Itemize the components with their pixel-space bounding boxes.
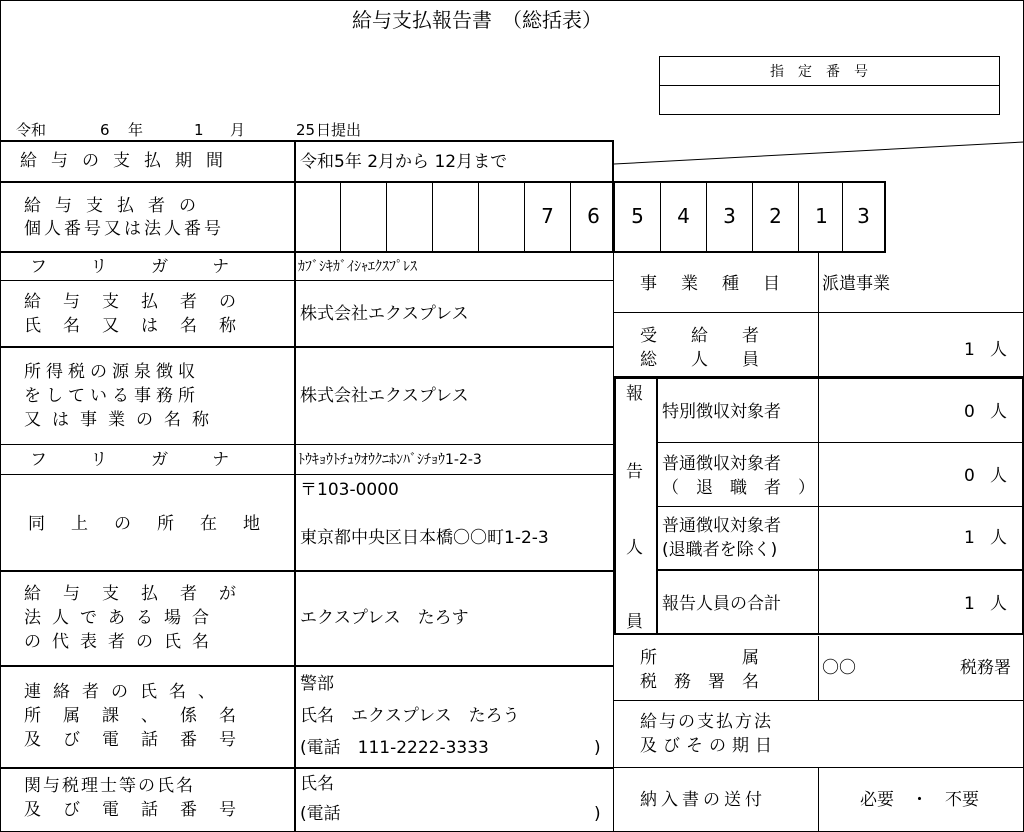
representative-label-2: 法人である場合 <box>24 608 220 628</box>
ordinary-retired-label-2: （ 退 職 者 ） <box>662 478 815 498</box>
address-value[interactable]: 東京都中央区日本橋〇〇町1-2-3 <box>300 528 549 548</box>
tax-office-label-2: 税 務 署 名 <box>640 672 759 692</box>
office-name-value[interactable]: 株式会社エクスプレス <box>300 386 469 406</box>
payer-digit[interactable]: 2 <box>752 181 798 251</box>
form-title: 給与支払報告書 （総括表） <box>352 8 602 32</box>
payer-digit[interactable] <box>340 181 386 251</box>
report-label-3: 人 <box>626 538 643 558</box>
payer-digit[interactable]: 3 <box>706 181 752 251</box>
office-name-label-1: 所得税の源泉徴収 <box>24 362 200 382</box>
ordinary-retired-label-1: 普通徴収対象者 <box>662 454 781 474</box>
ordinary-retired-value[interactable]: 0 <box>964 466 975 486</box>
payment-slip-value[interactable]: 必要 ・ 不要 <box>860 790 979 810</box>
contact-label-2: 所属課、係名 <box>24 706 258 726</box>
business-type-label: 事業種目 <box>640 274 804 294</box>
submission-year-unit: 年 <box>128 121 144 139</box>
special-collection-label: 特別徴収対象者 <box>662 402 781 422</box>
tax-office-label-1: 所 属 <box>640 648 759 668</box>
payer-digit[interactable]: 6 <box>570 181 616 251</box>
office-name-label-2: をしている事務所 <box>24 386 200 406</box>
pay-period-label: 給与の支払期間 <box>20 151 237 171</box>
submission-year: 6 <box>100 121 110 139</box>
office-name-label-3: 又は事業の名称 <box>24 410 220 430</box>
contact-dept[interactable]: 警部 <box>300 674 334 694</box>
submission-month-unit: 月 <box>230 121 246 139</box>
designation-number-input[interactable] <box>660 86 999 114</box>
postal-code[interactable]: 〒103-0000 <box>300 480 399 500</box>
furigana-value-2[interactable]: ﾄｳｷｮｳﾄﾁｭｳｵｳｸﾆﾎﾝﾊﾞｼﾁｮｳ1-2-3 <box>298 452 482 468</box>
report-label-1: 報 <box>626 384 643 404</box>
payer-digit[interactable] <box>386 181 432 251</box>
ordinary-excl-value[interactable]: 1 <box>964 528 975 548</box>
furigana-label-1: フリガナ <box>30 257 274 277</box>
report-total-label: 報告人員の合計 <box>662 594 781 614</box>
tax-accountant-phone[interactable]: (電話 <box>300 804 341 824</box>
contact-name[interactable]: 氏名 エクスプレス たろう <box>300 706 520 726</box>
payer-name-value[interactable]: 株式会社エクスプレス <box>300 304 469 324</box>
designation-number-label: 指定番号 <box>770 64 882 80</box>
submission-day-unit: 日提出 <box>316 121 362 139</box>
contact-phone[interactable]: (電話 111-2222-3333 <box>300 738 489 758</box>
report-total-value[interactable]: 1 <box>964 594 975 614</box>
report-label-4: 員 <box>626 612 643 632</box>
furigana-value-1[interactable]: ｶﾌﾞｼｷｶﾞｲｼｬｴｸｽﾌﾟﾚｽ <box>298 259 417 275</box>
tax-office-suffix: 税務署 <box>960 658 1011 678</box>
payer-digit[interactable] <box>432 181 478 251</box>
ordinary-excl-label-1: 普通徴収対象者 <box>662 516 781 536</box>
contact-phone-close: ) <box>594 738 601 758</box>
payment-slip-label: 納入書の送付 <box>640 790 766 810</box>
payer-digit[interactable]: 4 <box>660 181 706 251</box>
representative-label-3: の代表者の氏名 <box>24 632 220 652</box>
tax-office-value[interactable]: 〇〇 <box>822 658 856 678</box>
submission-day: 25 <box>296 121 316 139</box>
special-collection-unit: 人 <box>990 402 1007 422</box>
payer-digit[interactable]: 1 <box>798 181 844 251</box>
furigana-label-2: フリガナ <box>30 450 274 470</box>
ordinary-retired-unit: 人 <box>990 466 1007 486</box>
payer-digit[interactable]: 3 <box>842 181 884 251</box>
payer-name-label-2: 氏名又は名称 <box>24 316 258 336</box>
payment-method-input[interactable] <box>819 701 1023 766</box>
ordinary-excl-unit: 人 <box>990 528 1007 548</box>
payer-digit[interactable]: 5 <box>614 181 660 251</box>
total-recipients-unit: 人 <box>990 340 1007 360</box>
ordinary-excl-label-2: (退職者を除く) <box>662 540 778 560</box>
total-recipients-label-2: 総 人 員 <box>640 350 759 370</box>
address-label: 同上の所在地 <box>28 514 286 534</box>
pay-period-value[interactable]: 令和5年 2月から 12月まで <box>300 152 508 172</box>
submission-era: 令和 <box>16 121 47 139</box>
contact-label-1: 連絡者の氏名、 <box>24 682 227 702</box>
report-label-2: 告 <box>626 462 643 482</box>
tax-accountant-phone-close: ) <box>594 804 601 824</box>
tax-accountant-name[interactable]: 氏名 <box>300 774 334 794</box>
payment-method-label-2: 及びその期日 <box>640 736 778 756</box>
report-total-unit: 人 <box>990 594 1007 614</box>
total-recipients-value[interactable]: 1 <box>964 340 975 360</box>
payment-method-label-1: 給与の支払方法 <box>640 712 773 732</box>
representative-value[interactable]: エクスプレス たろす <box>300 608 469 628</box>
diagonal-line <box>614 140 1024 182</box>
contact-label-3: 及び電話番号 <box>24 730 258 750</box>
total-recipients-label-1: 受 給 者 <box>640 326 759 346</box>
payer-name-label-1: 給与支払者の <box>24 292 258 312</box>
tax-accountant-label-2: 及び電話番号 <box>24 800 258 820</box>
payer-digit[interactable]: 7 <box>524 181 570 251</box>
business-type-value[interactable]: 派遣事業 <box>822 274 890 294</box>
submission-month: 1 <box>194 121 204 139</box>
payer-digit[interactable] <box>478 181 524 251</box>
payer-number-label-2: 個人番号又は法人番号 <box>24 219 224 239</box>
payer-number-label-1: 給与支払者の <box>24 196 210 216</box>
special-collection-value[interactable]: 0 <box>964 402 975 422</box>
representative-label-1: 給与支払者が <box>24 584 258 604</box>
tax-accountant-label-1: 関与税理士等の氏名 <box>24 776 195 796</box>
